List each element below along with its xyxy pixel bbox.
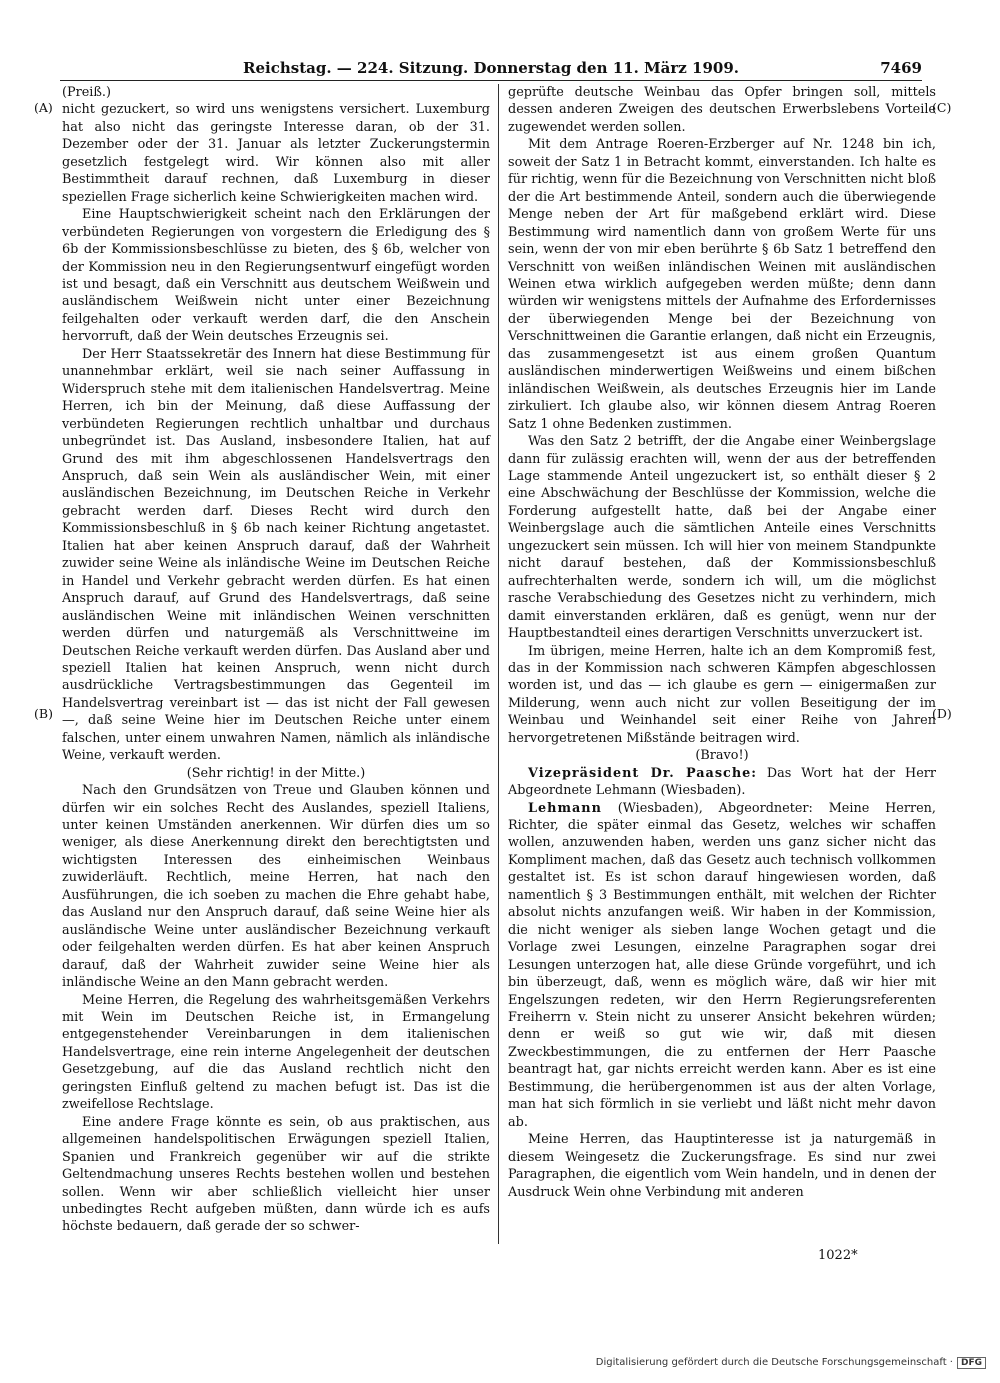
paragraph: Eine Hauptschwierigkeit scheint nach den Erklärungen der verbündeten Regierungen von vorgestern die Erledigung des § 6b der Kommissionsbeschlüsse zu bieten, des § 6b, welcher von der Kommission neu in den Regierungsentwurf eingefügt worden ist und besagt, daß ein Verschnitt aus deutschem Weißwein und ausländischem Weißwein nicht unter einer Bezeichnung feilgehalten oder verkauft werden darf, die den Anschein hervorruft, daß der Wein deutsches Erzeugnis sei. — [62, 207, 490, 345]
header-title: Reichstag. — 224. Sitzung. Donnerstag den 11. März 1909. — [243, 59, 739, 77]
paragraph: nicht gezuckert, so wird uns wenigstens versichert. Luxemburg hat also nicht das geringste Interesse daran, ob der 31. Dezember oder der 31. Januar als letzter Zuckerungstermin gesetzlich festgelegt wird. Wir können also mit aller Bestimmtheit darauf rechnen, daß Luxemburg in dieser speziellen Frage sicherlich keine Schwierigkeiten machen wird. — [62, 102, 490, 205]
margin-marker-c: (C) — [932, 100, 952, 115]
signature-mark: 1022* — [818, 1248, 858, 1263]
footer-credit — [596, 1357, 986, 1369]
footer-text: Digitalisierung gefördert durch die Deutsche Forschungsgemeinschaft · — [595, 1357, 953, 1368]
paragraph: Mit dem Antrage Roeren-Erzberger auf Nr. 1248 bin ich, soweit der Satz 1 in Betracht kommt, einverstanden. Ich halte es für richtig, wenn für die Bezeichnung von Verschnitten nicht bloß der die Art bestimmende Anteil, sondern auch die überwiegende Menge neben der Art für maßgebend erklärt wird. Diese Bestimmung wird namentlich dann von großem Werte für uns sein, wenn der von mir eben berührte § 6b Satz 1 betreffend den Verschnitt von weißen inländischen Weinen mit ausländischen Weinen etwa wirklich aufgegeben werden müßte; denn dann würden wir wenigstens mittels der Aufnahme des Erfordernisses der überwiegenden Menge bei der Bezeichnung von Verschnittweinen die Garantie erlangen, daß nicht ein Erzeugnis, das zusammengesetzt ist aus einem großen Quantum ausländischen minderwertigen Weißweins und einem bißchen inländischen Weißwein, als deutsches Erzeugnis hier im Lande zirkuliert. Ich glaube also, wir können diesem Antrag Roeren Satz 1 ohne Bedenken zustimmen. — [508, 137, 936, 432]
speech-start — [508, 800, 936, 1132]
president-text: Das Wort hat der Herr Abgeordnete Lehmann (Wiesbaden). — [508, 765, 936, 799]
column-divider — [498, 84, 499, 1244]
dfg-logo-icon: DFG — [957, 1357, 986, 1369]
speech-text: (Wiesbaden), Abgeordneter: Meine Herren, Richter, die später einmal das Gesetz, welches wir schaffen wollen, anzuwenden haben, werden uns ganz sicher nicht das Kompliment machen, daß das Gesetz auch technisch vollkommen gestaltet ist. Es ist schon darauf hingewiesen worden, daß namentlich § 3 Bestimmungen enthält, mit welchen der Richter absolut nichts anzufangen weiß. Wir haben in der Kommission, die nicht weniger als sieben lange Wochen getagt und die Vorlage zwei Lesungen, einzelne Paragraphen sogar drei Lesungen unterzogen hat, alle diese Gründe vorgeführt, und ich bin überzeugt, daß, wenn es möglich wäre, daß wir hier mit Engelszungen redeten, wir den Herrn Regierungsreferenten Freiherrn v. Stein nicht zu unserer Ansicht bekehren würden; denn er weiß so gut wie wir, daß mit diesen Zweckbestimmungen, die zu entfernen der Herr Paasche beantragt hat, gar nichts erreicht werden kann. Aber es ist eine Bestimmung, die herübergenommen ist aus der alten Vorlage, man hat sich förmlich in sie verliebt und läßt nicht mehr davon ab. — [508, 800, 936, 1130]
page-number: 7469 — [880, 59, 922, 77]
paragraph: Eine andere Frage könnte es sein, ob aus praktischen, aus allgemeinen handelspolitischen Erwägungen speziell Italien, Spanien und Frankreich gegenüber wir auf die strikte Geltendmachung unseres Rechts bestehen wollen und bestehen sollen. Wenn wir aber schließlich vielleicht hier unser unbedingtes Recht aufgeben müßten, dann würde ich es aufs höchste bedauern, daß gerade der so schwer- — [62, 1114, 490, 1235]
interjection: (Sehr richtig! in der Mitte.) — [186, 765, 366, 781]
right-column — [508, 84, 936, 1201]
paragraph: geprüfte deutsche Weinbau das Opfer bringen soll, mittels dessen anderen Zweigen des deutschen Erwerbslebens Vorteile zugewendet werden sollen. — [508, 85, 936, 135]
president-name: Vizepräsident Dr. Paasche: — [528, 765, 758, 781]
margin-marker-d: (D) — [932, 706, 952, 721]
speaker-name: Lehmann — [528, 800, 602, 816]
interjection: (Bravo!) — [695, 748, 749, 764]
left-column — [62, 84, 490, 1236]
paragraph: Meine Herren, das Hauptinteresse ist ja naturgemäß in diesem Weingesetz die Zuckerungsfrage. Es sind nur zwei Paragraphen, die eigentlich vom Wein handeln, und in denen der Ausdruck Wein ohne Verbindung mit anderen — [508, 1132, 936, 1200]
president-statement — [508, 765, 936, 800]
paragraph: Meine Herren, die Regelung des wahrheitsgemäßen Verkehrs mit Wein im Deutschen Reiche ist, in Ermangelung entgegenstehender Vereinbarungen in dem italienischen Handelsvertrage, eine rein interne Angelegenheit der deutschen Gesetzgebung, auf die das Ausland rechtlich nicht den geringsten Einfluß geltend zu machen befugt ist. Das ist die zweifellose Rechtslage. — [62, 992, 490, 1113]
paragraph: Was den Satz 2 betrifft, der die Angabe einer Weinbergslage dann für zulässig erachten will, wenn der aus der betreffenden Lage stammende Anteil ungezuckert ist, so enthält dieser § 2 eine Abschwächung der Beschlüsse der Kommission, welche die Forderung aufgestellt hatte, daß bei der Angabe einer Weinbergslage auch die sämtlichen Anteile eines Verschnitts ungezuckert sein müssen. Ich will hier von meinem Standpunkte nicht darauf bestehen, daß der Kommissionsbeschluß aufrechterhalten werde, sondern ich will, um die möglichst rasche Verabschiedung des Gesetzes nicht zu verhindern, mich damit einverstanden erklären, daß es genügt, wenn nur der Hauptbestandteil eines derartigen Verschnitts unverzuckert ist. — [508, 434, 936, 642]
margin-marker-a: (A) — [34, 100, 53, 115]
paragraph: Der Herr Staatssekretär des Innern hat diese Bestimmung für unannehmbar erklärt, weil sie nach seiner Auffassung in Widerspruch stehe mit dem italienischen Handelsvertrag. Meine Herren, ich bin der Meinung, daß diese Auffassung der verbündeten Regierungen rechtlich unhaltbar und durchaus unbegründet ist. Das Ausland, insbesondere Italien, hat auf Grund des mit ihm abgeschlossenen Handelsvertrags den Anspruch, daß sein Wein als ausländischer Wein, mit einer ausländischen Bezeichnung, im Deutschen Reiche in Verkehr gebracht werden darf. Dieses Recht wird durch den Kommissionsbeschluß in § 6b nach keiner Richtung angetastet. Italien hat aber keinen Anspruch darauf, daß der Wahrheit zuwider seine Weine als inländische Weine im Deutschen Reiche in Handel und Verkehr gebracht werden dürfen. Es hat einen Anspruch darauf, auf Grund des Handelsvertrags, daß seine ausländischen Weine mit inländischen Weinen verschnitten werden dürfen und naturgemäß als Verschnittweine im Deutschen Reiche verkauft werden dürfen. Das Ausland aber und speziell Italien hat keinen Anspruch, wenn nicht durch ausdrückliche Vertragsbestimmungen das Gegenteil im Handelsvertrag vereinbart ist — das ist nicht der Fall gewesen —, daß seine Weine hier im Deutschen Reiche unter einem falschen, unter einem unwahren Namen, nämlich als inländische Weine, verkauft werden. — [62, 346, 490, 764]
paragraph: Nach den Grundsätzen von Treue und Glauben können und dürfen wir ein solches Recht des Auslandes, speziell Italiens, unter keinen Umständen anerkennen. Wir dürfen dies um so weniger, als diese Anerkennung direkt den berechtigtsten und wichtigsten Interessen des einheimischen Weinbaus zuwiderläuft. Rechtlich, meine Herren, hat nach den Ausführungen, die ich soeben zu machen die Ehre gehabt habe, das Ausland nur den Anspruch darauf, daß seine Weine hier als ausländische Weine unter ausländischer Bezeichnung verkauft oder feilgehalten werden dürfen. Es hat aber keinen Anspruch darauf, daß der Wahrheit zuwider seine Weine hier als inländische Weine an den Mann gebracht werden. — [62, 783, 490, 991]
paragraph: Im übrigen, meine Herren, halte ich an dem Kompromiß fest, das in der Kommission nach schweren Kämpfen abgeschlossen worden ist, und das — ich glaube es gern — einigermaßen zur Milderung, wenn auch nicht zur vollen Beseitigung der im Weinbau und Weinhandel seit einer Reihe von Jahren hervorgetretenen Mißstände beitragen wird. — [508, 643, 936, 746]
speaker-continuation: (Preiß.) — [62, 85, 111, 100]
margin-marker-b: (B) — [34, 706, 53, 721]
page-header — [60, 58, 922, 81]
